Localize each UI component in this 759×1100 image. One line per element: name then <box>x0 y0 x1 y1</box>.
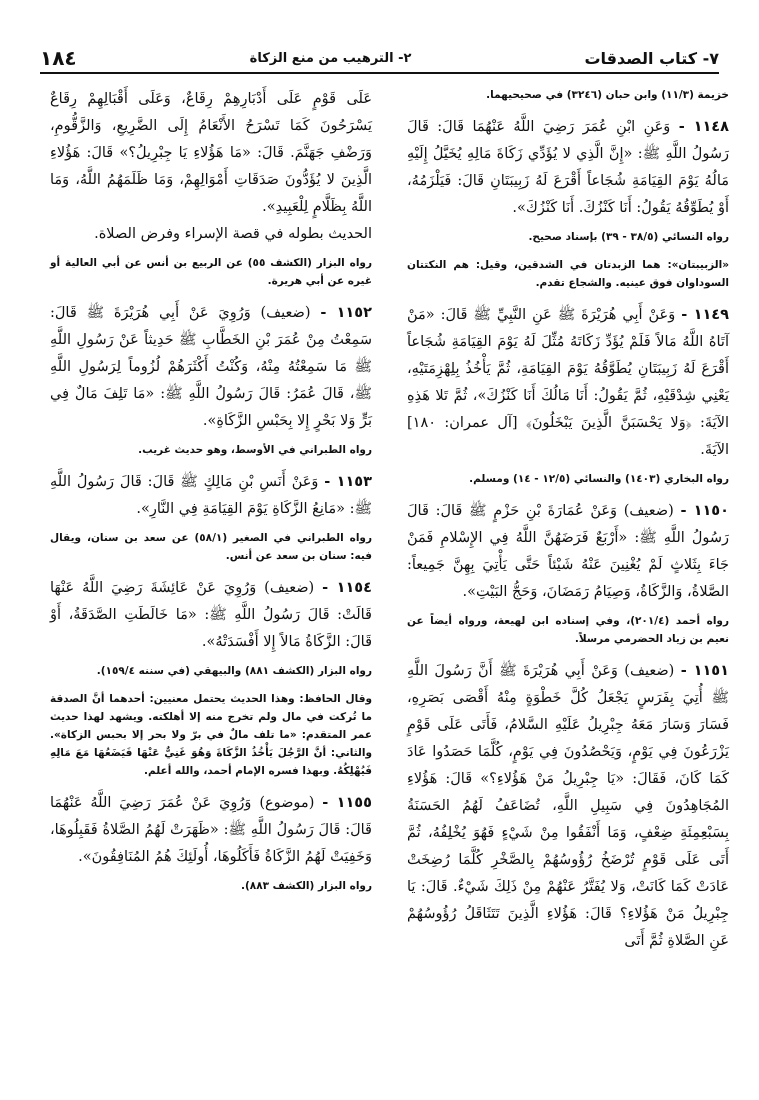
hadith-number: ١١٥٤ - <box>322 580 372 596</box>
hadith-continuation: عَلَى قَوْمٍ عَلَى أَدْبَارِهِمْ رِقَاعٌ، وَعَلَى أَقْبَالِهِمْ رِقَاعٌ يَسْرَحُونَ كَمَا تَسْرَحُ الأَنْعَامُ إِلَى الضَّرِيعِ، وَالزَّقُّومِ، وَرَضْفِ جَهَنَّمَ. قَالَ: «مَا هَؤُلاءِ يَا جِبْرِيلُ؟» قَالَ: هَؤُلاءِ الَّذِينَ لا يُؤَدُّونَ صَدَقَاتِ أَمْوَالِهِمْ، وَمَا ظَلَمَهُمُ اللَّهُ، وَمَا اللَّهُ بِظَلَّامٍ لِلْعَبِيدِ». <box>50 91 372 215</box>
hadith-number: ١١٥٣ - <box>324 474 373 490</box>
hadith-continuation-tail: الحديث بطوله في قصة الإسراء وفرض الصلاة. <box>94 226 372 242</box>
hadith-number: ١١٥٠ - <box>680 503 729 519</box>
hadith-number: ١١٥١ - <box>680 663 729 679</box>
header-rule <box>40 72 719 74</box>
hadith-1150 <box>407 498 729 606</box>
right-column <box>407 86 729 955</box>
hadith-text: (ضعيف) وَعَنْ عُمَارَةَ بْنِ حَزْمٍ ﷺ قَالَ: قَالَ رَسُولُ اللَّهِ ﷺ: «أَرْبَعٌ فَرَضَهُنَّ اللَّهُ فِي الإِسْلامِ فَمَنْ جَاءَ بِثَلاثٍ لَمْ يُغْنِينَ عَنْهُ شَيْئاً حَتَّى يَأْتِيَ بِهِنَّ جَمِيعاً: الصَّلاةُ، وَالزَّكَاةُ، وَصِيَامُ رَمَضَانَ، وَحَجُّ البَيْتِ». <box>407 503 729 600</box>
hadith-note: «الزبيبتان»: هما الزبدتان في الشدقين، وقيل: هم النكتتان السوداوان فوق عينيه. والشجاع تقدم. <box>407 259 729 289</box>
chapter-title: ٧- كتاب الصدقات <box>584 48 719 68</box>
hadith-number: ١١٥٥ - <box>322 795 372 811</box>
hadith-source: رواه البزار (الكشف ٨٨١) والبيهقي (في سننه ١٥٩/٤). <box>96 665 372 677</box>
hadith-1155 <box>50 790 372 871</box>
hadith-note: وقال الحافظ: وهذا الحديث يحتمل معنيين: أحدهما أنَّ الصدقة ما تُركت في مال ولم تخرج منه إلا أهلكته. ويشهد لهذا حديث عمر المتقدم: «ما تلف مالٌ في برّ ولا بحر إلا بحبس الزكاة». والثاني: أنَّ الرَّجُلَ يَأْخُذُ الزَّكَاةَ وَهُوَ غَنِيٌّ عَنْهَا فَيَضَعُهَا مَعَ مَالِهِ فَيُهْلِكُهُ. وبهذا فسره الإمام أحمد، والله أعلم. <box>50 693 372 777</box>
page-number: ١٨٤ <box>40 46 77 70</box>
hadith-1154 <box>50 575 372 656</box>
hadith-text: (ضعيف) وَعَنْ أَبِي هُرَيْرَةَ ﷺ أَنَّ رَسُولَ اللَّهِ ﷺ أُتِيَ بِفَرَسٍ يَجْعَلُ كُلَّ خَطْوَةٍ مِنْهُ أَقْصَى بَصَرِهِ، فَسَارَ وَسَارَ مَعَهُ جِبْرِيلُ عَلَيْهِ السَّلامُ، فَأَتَى عَلَى قَوْمٍ يَزْرَعُونَ فِي يَوْمٍ، وَيَحْصُدُونَ فِي يَوْمٍ، كُلَّمَا حَصَدُوا عَادَ كَمَا كَانَ، فَقَالَ: «يَا جِبْرِيلُ مَنْ هَؤُلاءِ؟» قَالَ: هَؤُلاءِ المُجَاهِدُونَ فِي سَبِيلِ اللَّهِ، تُضَاعَفُ لَهُمُ الحَسَنَةُ بِسَبْعِمِئَةِ ضِعْفٍ، وَمَا أَنْفَقُوا مِنْ شَيْءٍ فَهُوَ يُخْلِفُهُ، ثُمَّ أَتَى عَلَى قَوْمٍ تُرْضَخُ رُؤُوسُهُمْ بِالصَّخْرِ كُلَّمَا رُضِخَتْ عَادَتْ كَمَا كَانَتْ، وَلا يُفَتَّرُ عَنْهُمْ مِنْ ذَلِكَ شَيْءٌ. قَالَ: يَا جِبْرِيلُ مَنْ هَؤُلاءِ؟ قَالَ: هَؤُلاءِ الَّذِينَ تَتَثَاقَلُ رُؤُوسُهُمْ عَنِ الصَّلاةِ ثُمَّ أَتَى <box>407 663 729 949</box>
hadith-text: وَعَنْ أَنَسِ بْنِ مَالِكٍ ﷺ قَالَ: قَالَ رَسُولُ اللَّهِ ﷺ: «مَانِعُ الزَّكَاةِ يَوْمَ القِيَامَةِ فِي النَّارِ». <box>50 474 372 517</box>
hadith-source: رواه الطبراني في الصغير (٥٨/١) عن سعد بن سنان، ويقال فيه: سنان بن سعد عن أنس. <box>50 532 372 562</box>
hadith-number: ١١٤٩ - <box>681 307 730 323</box>
hadith-1151 <box>407 658 729 955</box>
hadith-source: رواه البزار (الكشف ٨٨٣). <box>240 880 372 892</box>
hadith-source: رواه البخاري (١٤٠٣) والنسائي (١٢/٥ - ١٤) ومسلم. <box>469 473 729 485</box>
hadith-number: ١١٤٨ - <box>678 119 729 135</box>
hadith-1148 <box>407 114 729 222</box>
hadith-source: رواه البزار (الكشف ٥٥) عن الربيع بن أنس عن أبي العالية أو غيره عن أبي هريرة. <box>50 257 372 287</box>
hadith-1152 <box>50 300 372 435</box>
hadith-text: (ضعيف) وَرُوِيَ عَنْ عَائِشَةَ رَضِيَ اللَّهُ عَنْهَا قَالَتْ: قَالَ رَسُولُ اللَّهِ ﷺ: «مَا خَالَطَتِ الصَّدَقَةُ، أَوْ قَالَ: الزَّكَاةُ مَالاً إِلا أَفْسَدَتْهُ». <box>50 580 372 650</box>
hadith-number: ١١٥٢ - <box>320 305 372 321</box>
hadith-1149 <box>407 302 729 464</box>
hadith-1153 <box>50 469 372 523</box>
section-title: ٢- الترهيب من منع الزكاة <box>249 50 412 66</box>
left-column <box>50 86 372 905</box>
source-note: خزيمة (١١/٣) وابن حبان (٣٢٤٦) في صحيحيهما. <box>486 89 729 101</box>
hadith-source: رواه النسائي (٣٨/٥ - ٣٩) بإسناد صحيح. <box>528 231 729 243</box>
hadith-text: وَعَنِ ابْنِ عُمَرَ رَضِيَ اللَّهُ عَنْهُمَا قَالَ: قَالَ رَسُولُ اللَّهِ ﷺ: «إِنَّ الَّذِي لا يُؤَدِّي زَكَاةَ مَالِهِ يُخَيَّلُ إِلَيْهِ مَالُهُ يَوْمَ القِيَامَةِ شُجَاعاً أَقْرَعَ لَهُ زَبِيبَتَانِ قَالَ: فَيَلْزَمُهُ، أَوْ يُطَوِّقُهُ يَقُولُ: أَنَا كَنْزُكَ. أَنَا كَنْزُكَ». <box>407 119 729 216</box>
hadith-text: وَعَنْ أَبِي هُرَيْرَةَ ﷺ عَنِ النَّبِيِّ ﷺ قَالَ: «مَنْ آتَاهُ اللَّهُ مَالاً فَلَمْ يُؤَدِّ زَكَاتَهُ مُثِّلَ لَهُ يَوْمَ القِيَامَةِ شُجَاعاً أَقْرَعَ لَهُ زَبِيبَتَانِ يُطَوَّقُهُ يَوْمَ القِيَامَةِ، ثُمَّ يَأْخُذُ بِلِهْزِمَتَيْهِ، يَعْنِي شِدْقَيْهِ، ثُمَّ يَقُولُ: أَنَا مَالُكَ أَنَا كَنْزُكَ»، ثُمَّ تَلا هَذِهِ الآيَةَ: ﴿وَلا يَحْسَبَنَّ الَّذِينَ يَبْخَلُونَ﴾ [آل عمران: ١٨٠] الآيَةَ. <box>407 307 729 458</box>
page-header <box>40 44 719 72</box>
hadith-source: رواه أحمد (٢٠١/٤)، وفي إسناده ابن لهيعة، ورواه أيضاً عن نعيم بن زياد الحضرمي مرسلاً. <box>407 615 729 645</box>
hadith-text: (موضوع) وَرُوِيَ عَنْ عُمَرَ رَضِيَ اللَّهُ عَنْهُمَا قَالَ: قَالَ رَسُولُ اللَّهِ ﷺ: «ظَهَرَتْ لَهُمُ الصَّلاةُ فَقَبِلُوهَا، وَخَفِيَتْ لَهُمُ الزَّكَاةُ فَأَكَلُوهَا، أُولَئِكَ هُمُ المُنَافِقُونَ». <box>50 795 372 865</box>
hadith-source: رواه الطبراني في الأوسط، وهو حديث غريب. <box>138 444 372 456</box>
hadith-text: (ضعيف) وَرُوِيَ عَنْ أَبِي هُرَيْرَةَ ﷺ قَالَ: سَمِعْتُ مِنْ عُمَرَ بْنِ الخَطَّابِ ﷺ حَدِيثاً عَنْ رَسُولِ اللَّهِ ﷺ مَا سَمِعْتُهُ مِنْهُ، وَكُنْتُ أَكْثَرَهُمْ لُزُوماً لِرَسُولِ اللَّهِ ﷺ، قَالَ عُمَرُ: قَالَ رَسُولُ اللَّهِ ﷺ: «مَا تَلِفَ مَالٌ فِي بَرٍّ وَلا بَحْرٍ إِلا بِحَبْسِ الزَّكَاةِ». <box>50 305 372 429</box>
